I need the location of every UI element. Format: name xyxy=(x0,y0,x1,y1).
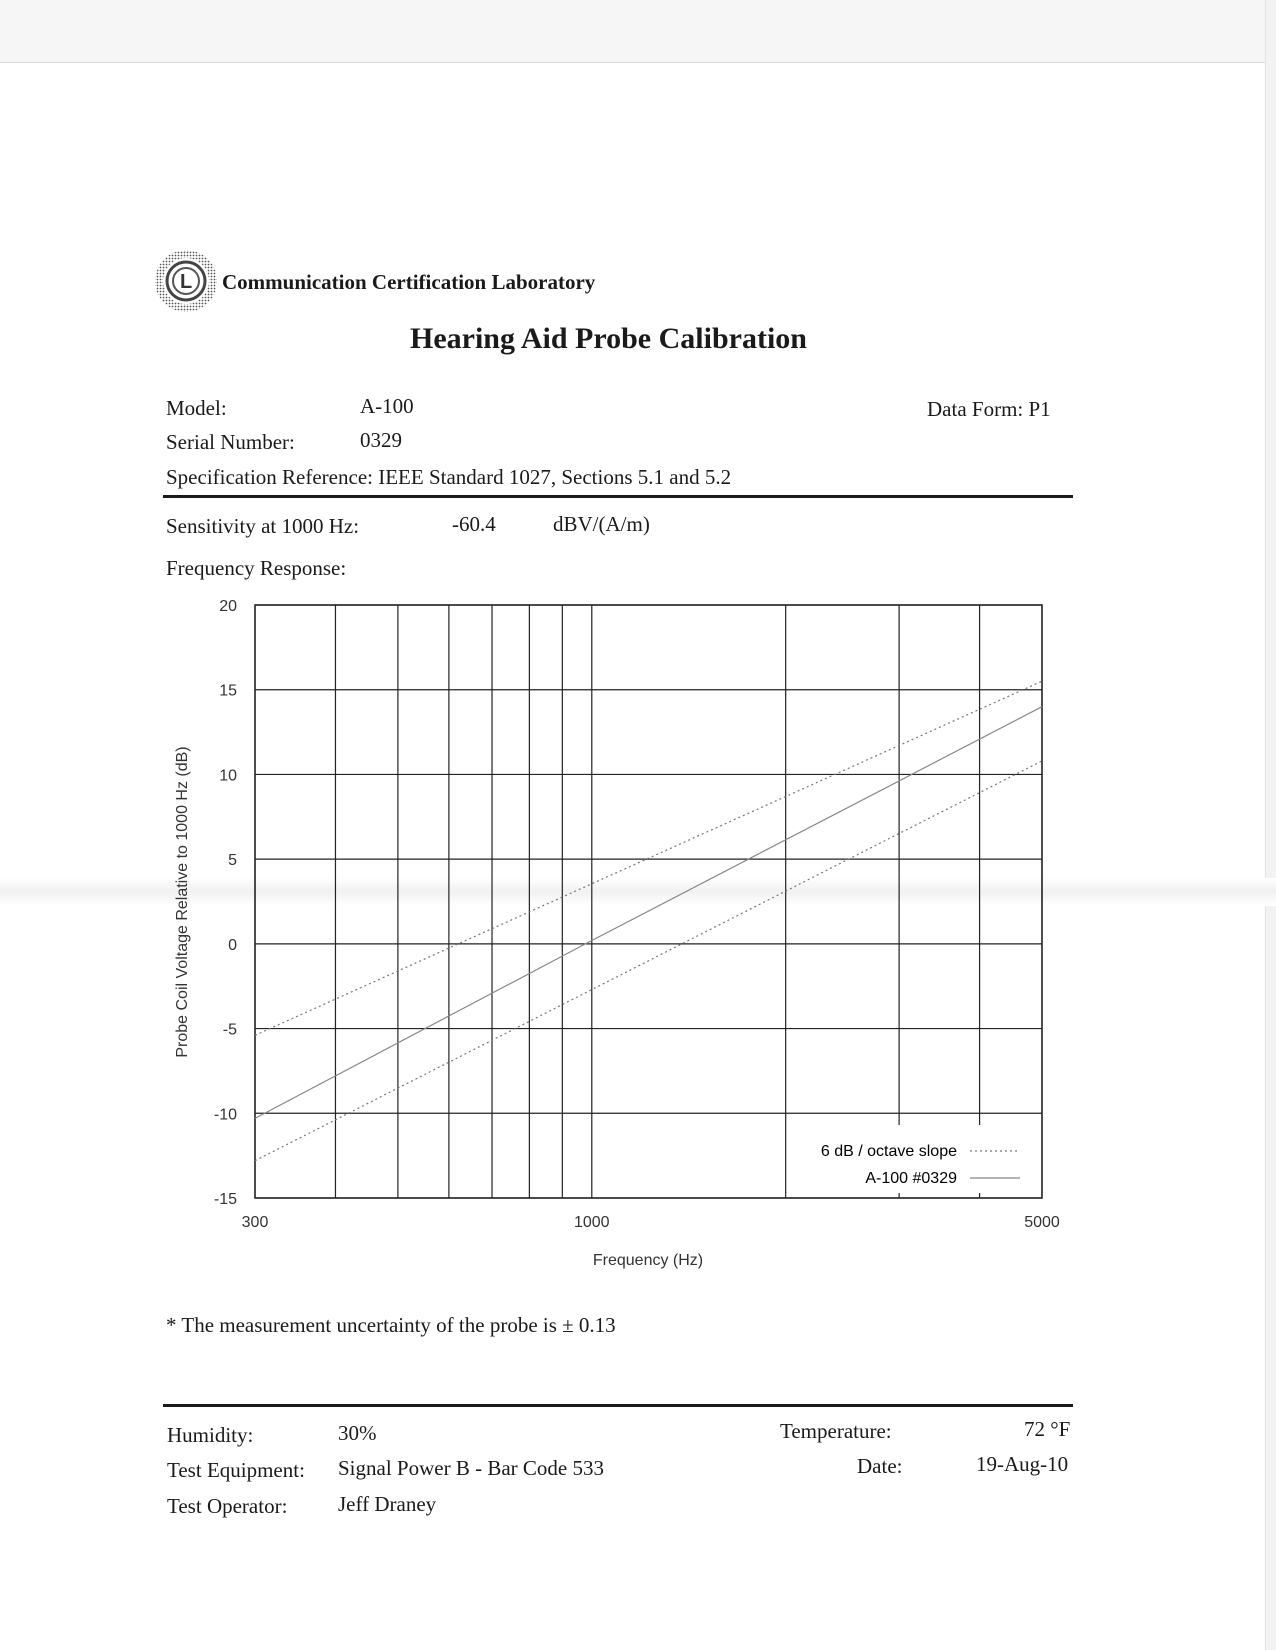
y-axis-label: Probe Coil Voltage Relative to 1000 Hz (dB) xyxy=(174,746,191,1058)
series-line-1 xyxy=(255,761,1042,1161)
y-tick-label: 5 xyxy=(228,852,237,870)
sensitivity-value: -60.4 xyxy=(452,512,496,536)
plot-frame xyxy=(255,605,1042,1198)
humidity-label: Humidity: xyxy=(167,1423,254,1447)
series-line-2 xyxy=(255,707,1042,1119)
sensitivity-label: Sensitivity at 1000 Hz: xyxy=(166,514,360,538)
header-rule xyxy=(163,495,1073,498)
y-tick-label: 15 xyxy=(219,682,237,700)
x-tick-label: 300 xyxy=(241,1214,269,1231)
temperature-label: Temperature: xyxy=(780,1419,892,1443)
y-tick-label: 0 xyxy=(228,936,237,954)
frequency-response-label: Frequency Response: xyxy=(166,556,347,580)
equipment-value: Signal Power B - Bar Code 533 xyxy=(338,1456,604,1480)
page-title: Hearing Aid Probe Calibration xyxy=(410,322,807,355)
spec-reference xyxy=(166,465,731,490)
temperature-value: 72 °F xyxy=(1024,1417,1071,1441)
operator-label: Test Operator: xyxy=(167,1494,288,1518)
x-tick-label: 5000 xyxy=(1024,1214,1060,1231)
y-tick-label: -5 xyxy=(222,1021,237,1039)
scan-top-margin xyxy=(0,0,1276,63)
humidity-value: 30% xyxy=(338,1421,377,1445)
y-tick-label: -15 xyxy=(213,1191,237,1208)
scan-right-edge xyxy=(1265,0,1276,1650)
chart-legend xyxy=(788,1125,1020,1193)
legend-label-slope: 6 dB / octave slope xyxy=(820,1143,957,1160)
series-line-0 xyxy=(255,681,1042,1035)
svg-text:L: L xyxy=(180,271,193,293)
operator-value: Jeff Draney xyxy=(338,1492,437,1516)
y-tick-label: 10 xyxy=(219,767,237,785)
date-label: Date: xyxy=(857,1454,903,1478)
x-tick-labels xyxy=(242,1214,1060,1231)
data-form: Data Form: P1 xyxy=(927,397,1051,421)
chart-grid xyxy=(255,605,1042,1198)
y-tick-label: -10 xyxy=(213,1106,237,1124)
model-value: A-100 xyxy=(360,394,414,418)
chart-series xyxy=(255,681,1042,1160)
sensitivity-unit: dBV/(A/m) xyxy=(553,512,650,536)
spec-label: Specification Reference: xyxy=(166,465,373,489)
footer-rule xyxy=(163,1404,1073,1407)
date-value: 19-Aug-10 xyxy=(976,1452,1069,1476)
frequency-response-chart xyxy=(160,590,1090,1290)
organization-name: Communication Certification Laboratory xyxy=(222,270,596,294)
legend-label-a100: A-100 #0329 xyxy=(865,1170,957,1187)
uncertainty-note: * The measurement uncertainty of the probe is ± 0.13 xyxy=(166,1313,616,1337)
serial-label: Serial Number: xyxy=(166,430,295,454)
x-tick-label: 1000 xyxy=(573,1214,610,1231)
ccl-logo-icon xyxy=(153,248,219,314)
spec-value: IEEE Standard 1027, Sections 5.1 and 5.2 xyxy=(378,465,732,489)
model-label: Model: xyxy=(166,396,227,420)
x-axis-label: Frequency (Hz) xyxy=(592,1252,704,1269)
y-tick-label: 20 xyxy=(219,598,237,615)
serial-value: 0329 xyxy=(360,428,402,452)
equipment-label: Test Equipment: xyxy=(167,1458,305,1482)
y-tick-labels xyxy=(214,598,237,1208)
